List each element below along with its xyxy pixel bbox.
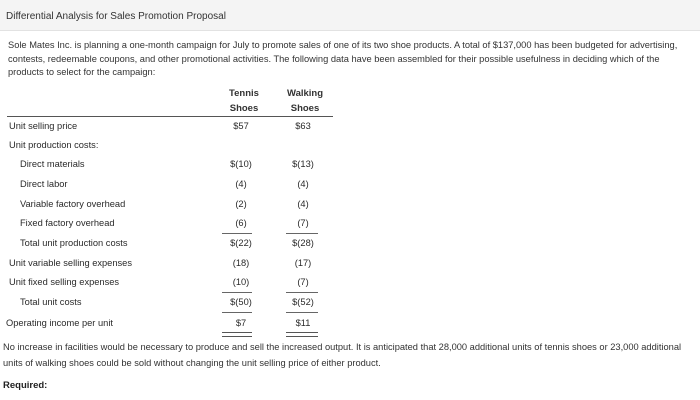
header-rule: [7, 116, 333, 117]
walking-shoes-header: [275, 86, 335, 116]
double-underline-walking: [286, 332, 318, 337]
tennis-value: (10): [232, 277, 250, 287]
row-label: Unit selling price: [9, 121, 78, 131]
walking-value: (4): [297, 199, 309, 209]
row-total-unit-costs: [0, 297, 700, 313]
row-direct-materials: [0, 159, 700, 175]
tennis-value: $(50): [230, 297, 252, 307]
row-unit-selling-price: [0, 121, 700, 137]
walking-value: (7): [297, 277, 309, 287]
tennis-value: $57: [233, 121, 249, 131]
row-label: Unit production costs:: [9, 140, 99, 150]
tennis-shoes-header: [214, 86, 274, 116]
row-label: Total unit costs: [20, 297, 82, 307]
additional-info-paragraph: No increase in facilities would be necessary to produce and sell the increased output. It is anticipated that 28,000 additional units of tennis shoes or 23,000 additional units of walking shoes could be sold without changing the unit selling price of either product.: [3, 342, 682, 368]
tennis-value: (4): [235, 179, 247, 189]
subtotal-underline-tennis: [222, 233, 252, 234]
row-variable-factory-overhead: [0, 199, 700, 215]
subtotal-underline-walking: [286, 233, 318, 234]
row-label: Fixed factory overhead: [20, 218, 115, 228]
row-unit-fixed-selling-expenses: [0, 277, 700, 293]
row-fixed-factory-overhead: [0, 218, 700, 234]
row-label: Direct labor: [20, 179, 68, 189]
row-label: Unit variable selling expenses: [9, 258, 132, 268]
row-label: Operating income per unit: [6, 318, 113, 328]
walking-value: (17): [294, 258, 312, 268]
row-label: Variable factory overhead: [20, 199, 126, 209]
row-total-unit-production-costs: [0, 238, 700, 254]
row-operating-income-per-unit: [0, 318, 700, 334]
row-label: Unit fixed selling expenses: [9, 277, 120, 287]
walking-value: $(28): [292, 238, 314, 248]
tennis-value: $(22): [230, 238, 252, 248]
walking-header-line-1: Walking: [286, 88, 324, 99]
tennis-value: $7: [235, 318, 247, 328]
tennis-value: (18): [232, 258, 250, 268]
walking-header-line-2: Shoes: [290, 103, 320, 114]
walking-value: $(52): [292, 297, 314, 307]
walking-value: $(13): [292, 159, 314, 169]
row-unit-production-costs: [0, 140, 700, 156]
title-bar: [0, 0, 700, 31]
tennis-value: (6): [235, 218, 247, 228]
tennis-value: $(10): [230, 159, 252, 169]
walking-value: (7): [297, 218, 309, 228]
required-heading: Required:: [3, 380, 48, 391]
total-underline-tennis: [222, 292, 252, 293]
intro-paragraph: Sole Mates Inc. is planning a one-month campaign for July to promote sales of one of its two shoe products. A total of $137,000 has been budgeted for advertising, contests, redeemable coupons, and other promotional activities. The following data have been assembled for their possible usefulness in deciding which of the products to select for the campaign:: [8, 40, 678, 77]
tennis-value: (2): [235, 199, 247, 209]
row-direct-labor: [0, 179, 700, 195]
walking-value: $63: [295, 121, 311, 131]
walking-value: (4): [297, 179, 309, 189]
row-label: Direct materials: [20, 159, 85, 169]
total-underline-walking: [286, 292, 318, 293]
tennis-header-line-2: Shoes: [229, 103, 259, 114]
page-title: Differential Analysis for Sales Promotion Proposal: [6, 11, 226, 22]
walking-value: $11: [295, 318, 311, 328]
double-underline-tennis: [222, 332, 252, 337]
row-label: Total unit production costs: [20, 238, 128, 248]
tennis-header-line-1: Tennis: [229, 88, 259, 99]
row-unit-variable-selling-expenses: [0, 258, 700, 274]
net-underline-walking: [286, 312, 318, 313]
net-underline-tennis: [222, 312, 252, 313]
